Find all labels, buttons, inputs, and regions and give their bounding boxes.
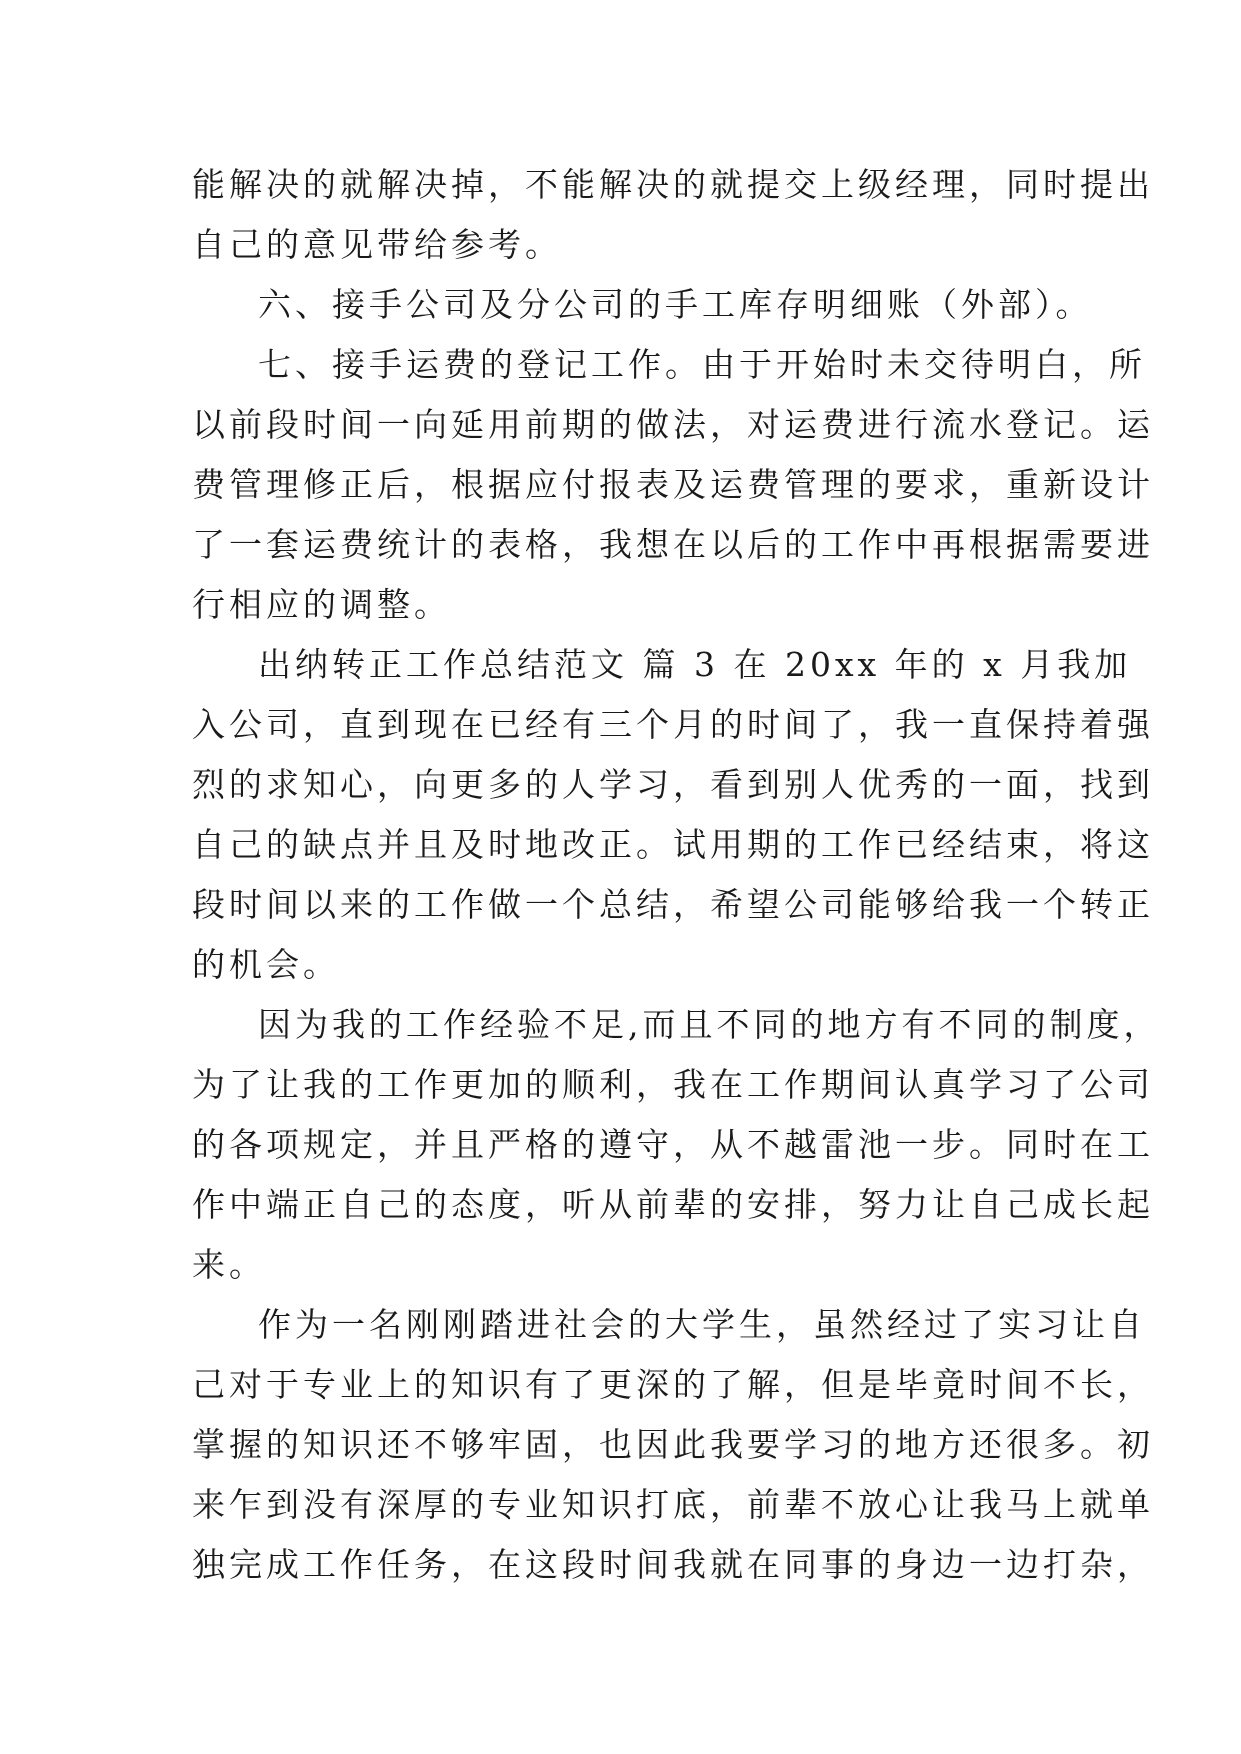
text-line: 自己的意见带给参考。 (192, 225, 562, 264)
text-line: 的机会。 (192, 945, 340, 984)
text-line: 来。 (192, 1245, 266, 1284)
text-line: 六、接手公司及分公司的手工库存明细账（外部）。 (258, 285, 1093, 324)
text-line: 以前段时间一向延用前期的做法，对运费进行流水登记。运 (192, 405, 1154, 444)
text-line: 的各项规定，并且严格的遵守，从不越雷池一步。同时在工 (192, 1125, 1154, 1164)
text-line: 烈的求知心，向更多的人学习，看到别人优秀的一面，找到 (192, 765, 1154, 804)
document-body (192, 155, 1161, 1595)
text-line: 出纳转正工作总结范文 篇 3 在 20xx 年的 x 月我加 (258, 645, 1132, 684)
text-line: 作中端正自己的态度，听从前辈的安排，努力让自己成长起 (192, 1185, 1154, 1224)
text-line: 入公司，直到现在已经有三个月的时间了，我一直保持着强 (192, 705, 1154, 744)
text-line: 为了让我的工作更加的顺利，我在工作期间认真学习了公司 (192, 1065, 1154, 1104)
text-line: 来乍到没有深厚的专业知识打底，前辈不放心让我马上就单 (192, 1485, 1154, 1524)
text-line: 独完成工作任务，在这段时间我就在同事的身边一边打杂， (192, 1545, 1154, 1584)
text-line: 自己的缺点并且及时地改正。试用期的工作已经结束，将这 (192, 825, 1154, 864)
text-line: 因为我的工作经验不足,而且不同的地方有不同的制度， (258, 1005, 1161, 1044)
text-line: 费管理修正后，根据应付报表及运费管理的要求，重新设计 (192, 465, 1154, 504)
text-line: 了一套运费统计的表格，我想在以后的工作中再根据需要进 (192, 525, 1154, 564)
text-line: 段时间以来的工作做一个总结，希望公司能够给我一个转正 (192, 885, 1154, 924)
text-line: 掌握的知识还不够牢固，也因此我要学习的地方还很多。初 (192, 1425, 1154, 1464)
text-line: 能解决的就解决掉，不能解决的就提交上级经理，同时提出 (192, 165, 1154, 204)
text-line: 作为一名刚刚踏进社会的大学生，虽然经过了实习让自 (258, 1305, 1146, 1344)
text-line: 行相应的调整。 (192, 585, 451, 624)
text-line: 七、接手运费的登记工作。由于开始时未交待明白，所 (258, 345, 1146, 384)
text-line: 己对于专业上的知识有了更深的了解，但是毕竟时间不长， (192, 1365, 1154, 1404)
